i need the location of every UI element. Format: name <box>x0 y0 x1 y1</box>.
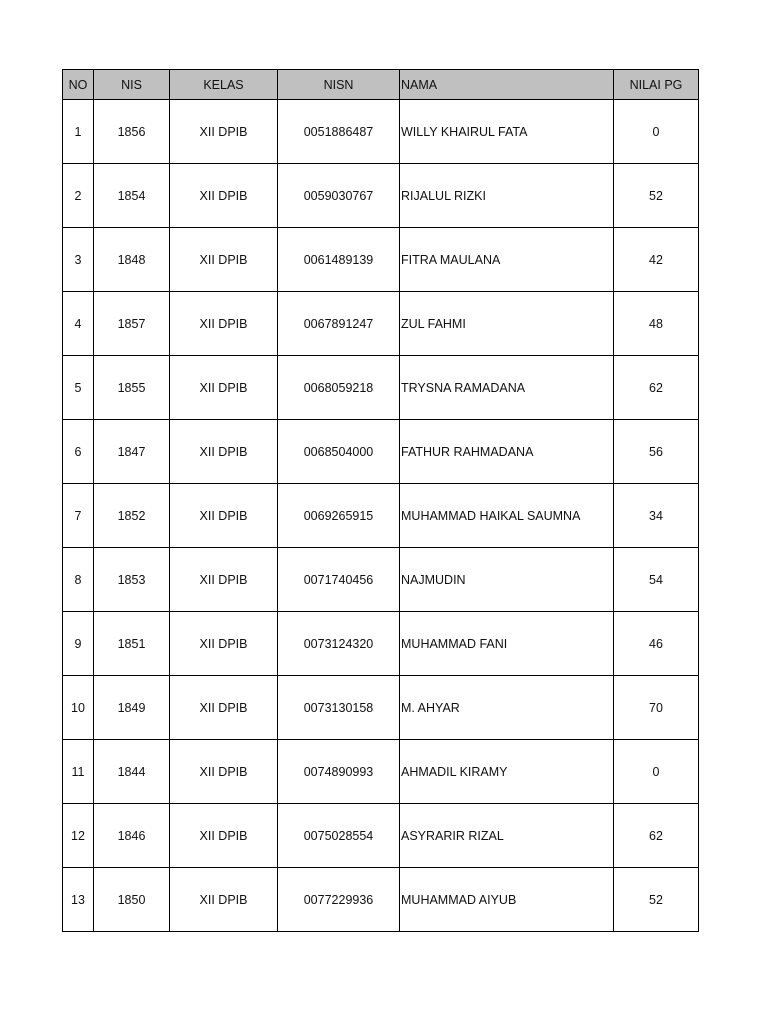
cell-nilai-pg: 62 <box>614 356 699 420</box>
table-row <box>63 804 699 868</box>
cell-no: 1 <box>63 100 94 164</box>
cell-nilai-pg: 0 <box>614 100 699 164</box>
cell-no: 2 <box>63 164 94 228</box>
cell-nis: 1849 <box>94 676 170 740</box>
cell-nama: AHMADIL KIRAMY <box>400 740 614 804</box>
header-nis: NIS <box>94 70 170 100</box>
table-row <box>63 356 699 420</box>
cell-nilai-pg: 52 <box>614 868 699 932</box>
table-row <box>63 100 699 164</box>
cell-no: 10 <box>63 676 94 740</box>
cell-nisn: 0077229936 <box>278 868 400 932</box>
cell-nisn: 0068059218 <box>278 356 400 420</box>
cell-nisn: 0075028554 <box>278 804 400 868</box>
cell-no: 13 <box>63 868 94 932</box>
header-nama: NAMA <box>400 70 614 100</box>
cell-nilai-pg: 52 <box>614 164 699 228</box>
cell-nisn: 0061489139 <box>278 228 400 292</box>
cell-nisn: 0074890993 <box>278 740 400 804</box>
cell-nisn: 0067891247 <box>278 292 400 356</box>
cell-kelas: XII DPIB <box>170 356 278 420</box>
cell-no: 12 <box>63 804 94 868</box>
cell-kelas: XII DPIB <box>170 292 278 356</box>
cell-kelas: XII DPIB <box>170 612 278 676</box>
cell-nilai-pg: 42 <box>614 228 699 292</box>
cell-nisn: 0071740456 <box>278 548 400 612</box>
cell-nilai-pg: 46 <box>614 612 699 676</box>
cell-nis: 1852 <box>94 484 170 548</box>
header-nisn: NISN <box>278 70 400 100</box>
student-score-sheet <box>62 69 698 932</box>
table-row <box>63 548 699 612</box>
cell-nilai-pg: 34 <box>614 484 699 548</box>
cell-nis: 1851 <box>94 612 170 676</box>
cell-nisn: 0069265915 <box>278 484 400 548</box>
cell-kelas: XII DPIB <box>170 868 278 932</box>
cell-nis: 1850 <box>94 868 170 932</box>
table-row <box>63 292 699 356</box>
cell-nis: 1844 <box>94 740 170 804</box>
table-row <box>63 164 699 228</box>
cell-kelas: XII DPIB <box>170 484 278 548</box>
cell-nisn: 0073124320 <box>278 612 400 676</box>
table-row <box>63 740 699 804</box>
cell-no: 3 <box>63 228 94 292</box>
cell-nilai-pg: 48 <box>614 292 699 356</box>
cell-no: 7 <box>63 484 94 548</box>
header-nilai-pg: NILAI PG <box>614 70 699 100</box>
cell-nama: WILLY KHAIRUL FATA <box>400 100 614 164</box>
cell-nama: FITRA MAULANA <box>400 228 614 292</box>
cell-nama: MUHAMMAD HAIKAL SAUMNA <box>400 484 614 548</box>
cell-nama: MUHAMMAD AIYUB <box>400 868 614 932</box>
cell-nilai-pg: 54 <box>614 548 699 612</box>
cell-nisn: 0073130158 <box>278 676 400 740</box>
cell-nama: MUHAMMAD FANI <box>400 612 614 676</box>
table-row <box>63 676 699 740</box>
cell-kelas: XII DPIB <box>170 804 278 868</box>
cell-nis: 1855 <box>94 356 170 420</box>
cell-kelas: XII DPIB <box>170 420 278 484</box>
cell-no: 11 <box>63 740 94 804</box>
cell-no: 8 <box>63 548 94 612</box>
cell-kelas: XII DPIB <box>170 100 278 164</box>
table-header <box>63 70 699 100</box>
cell-kelas: XII DPIB <box>170 228 278 292</box>
cell-nama: FATHUR RAHMADANA <box>400 420 614 484</box>
cell-nama: TRYSNA RAMADANA <box>400 356 614 420</box>
cell-nilai-pg: 0 <box>614 740 699 804</box>
header-kelas: KELAS <box>170 70 278 100</box>
cell-nilai-pg: 70 <box>614 676 699 740</box>
header-no: NO <box>63 70 94 100</box>
cell-no: 6 <box>63 420 94 484</box>
cell-nis: 1853 <box>94 548 170 612</box>
cell-nisn: 0059030767 <box>278 164 400 228</box>
cell-nama: ZUL FAHMI <box>400 292 614 356</box>
table-row <box>63 484 699 548</box>
cell-no: 4 <box>63 292 94 356</box>
cell-nama: RIJALUL RIZKI <box>400 164 614 228</box>
cell-nilai-pg: 62 <box>614 804 699 868</box>
cell-nisn: 0051886487 <box>278 100 400 164</box>
cell-nama: ASYRARIR RIZAL <box>400 804 614 868</box>
table-body <box>63 100 699 932</box>
cell-kelas: XII DPIB <box>170 548 278 612</box>
cell-nis: 1856 <box>94 100 170 164</box>
cell-kelas: XII DPIB <box>170 676 278 740</box>
cell-nama: M. AHYAR <box>400 676 614 740</box>
cell-no: 5 <box>63 356 94 420</box>
table-row <box>63 868 699 932</box>
cell-nis: 1847 <box>94 420 170 484</box>
cell-nama: NAJMUDIN <box>400 548 614 612</box>
cell-kelas: XII DPIB <box>170 164 278 228</box>
table-row <box>63 228 699 292</box>
table-row <box>63 420 699 484</box>
cell-nis: 1846 <box>94 804 170 868</box>
cell-nis: 1848 <box>94 228 170 292</box>
header-row <box>63 70 699 100</box>
cell-nis: 1857 <box>94 292 170 356</box>
cell-no: 9 <box>63 612 94 676</box>
cell-nilai-pg: 56 <box>614 420 699 484</box>
cell-nis: 1854 <box>94 164 170 228</box>
student-score-table <box>62 69 699 932</box>
cell-kelas: XII DPIB <box>170 740 278 804</box>
cell-nisn: 0068504000 <box>278 420 400 484</box>
table-row <box>63 612 699 676</box>
